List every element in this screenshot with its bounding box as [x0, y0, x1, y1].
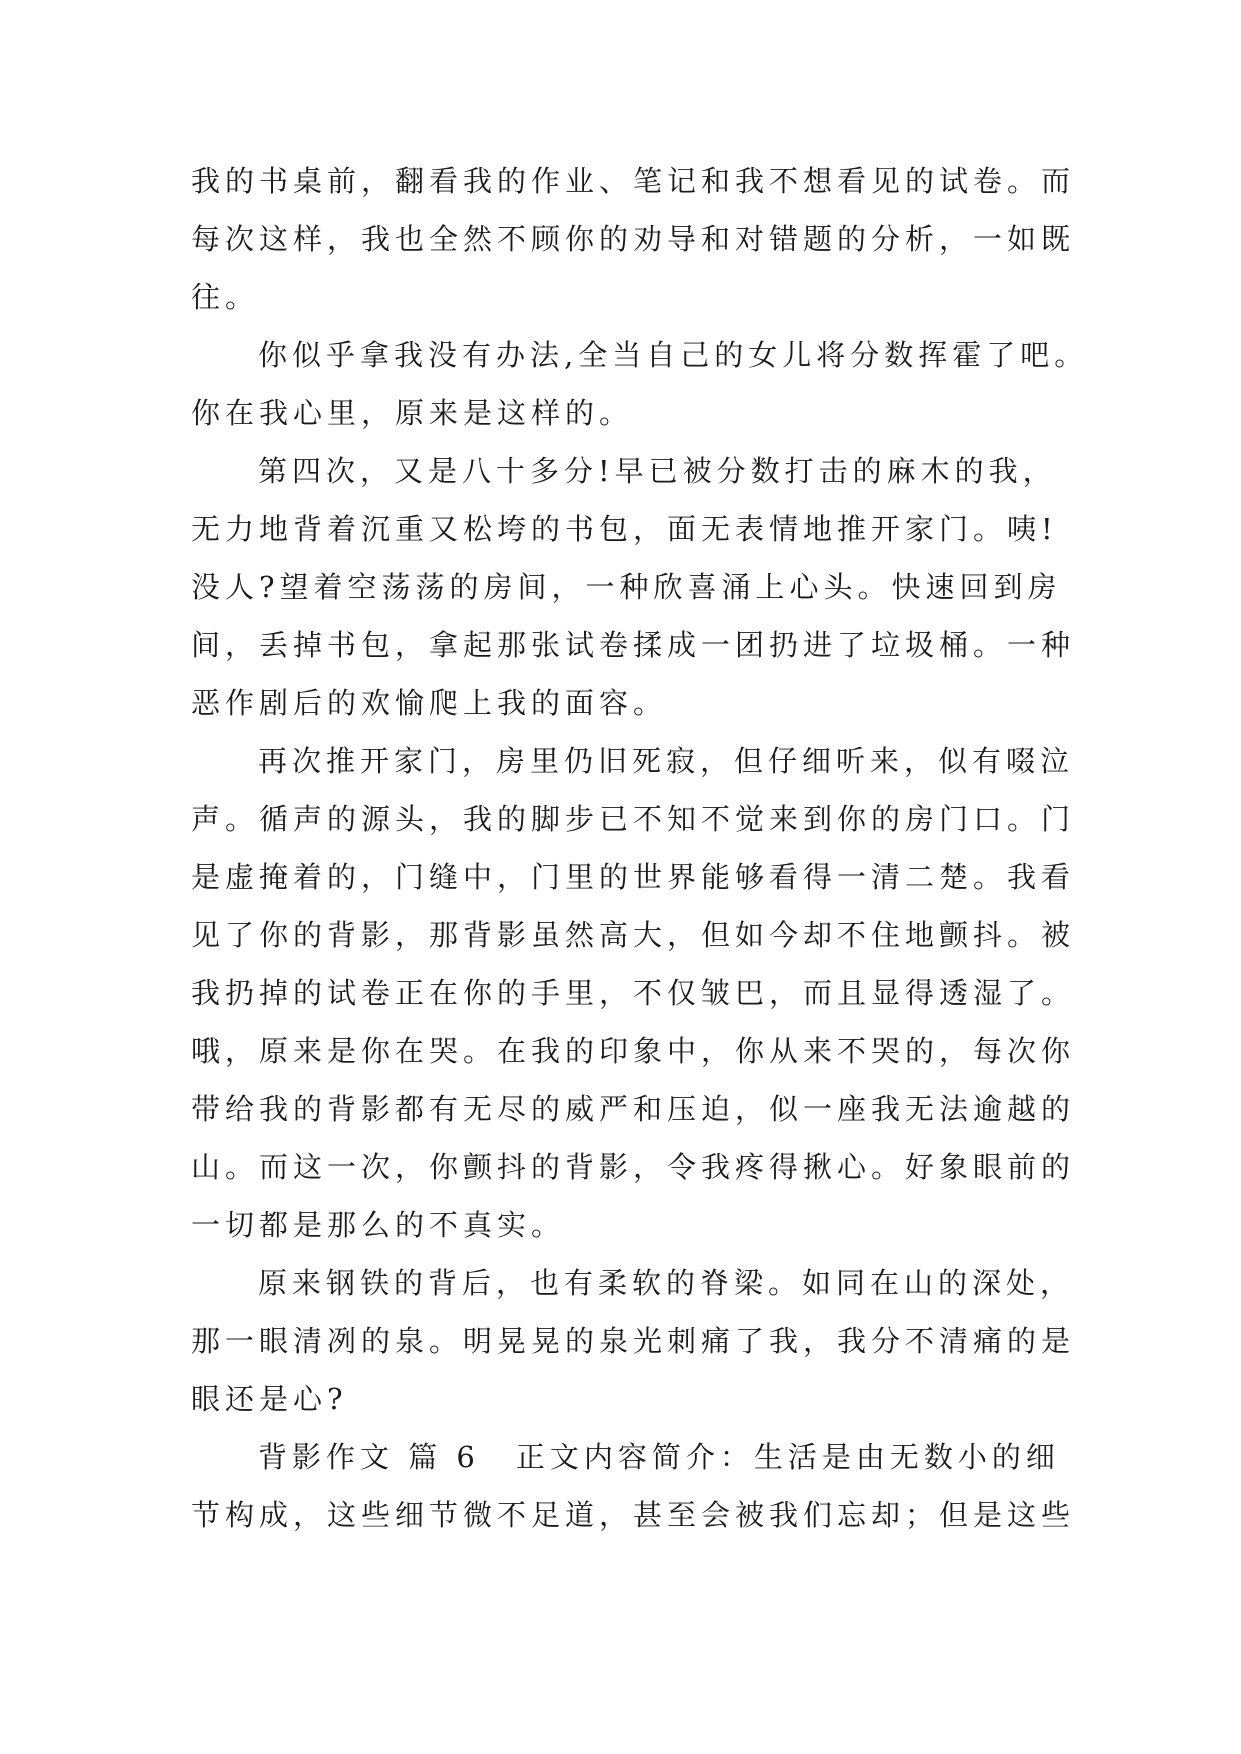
section-heading-title: 背影作文 篇 6 — [258, 1440, 480, 1474]
section-summary-start: 正文内容简介：生活是由无数小的细 — [515, 1440, 1060, 1474]
text-line: 山。而这一次，你颤抖的背影，令我疼得揪心。好象眼前的 — [191, 1150, 1076, 1184]
text-line: 见了你的背影，那背影虽然高大，但如今却不住地颤抖。被 — [191, 918, 1076, 952]
paragraph-start-line: 第四次，又是八十多分!早已被分数打击的麻木的我， — [258, 454, 1057, 488]
text-line: 往。 — [191, 280, 260, 314]
text-line: 我的书桌前，翻看我的作业、笔记和我不想看见的试卷。而 — [191, 164, 1076, 198]
text-line: 节构成，这些细节微不足道，甚至会被我们忘却；但是这些 — [191, 1498, 1076, 1532]
text-line: 没人?望着空荡荡的房间，一种欣喜涌上心头。快速回到房 — [191, 570, 1062, 604]
document-body — [191, 152, 1089, 1544]
text-line: 一切都是那么的不真实。 — [191, 1208, 566, 1242]
paragraph-start-line: 你似乎拿我没有办法,全当自己的女儿将分数挥霍了吧。 — [258, 338, 1089, 372]
text-line: 无力地背着沉重又松垮的书包，面无表情地推开家门。咦! — [191, 512, 1058, 546]
text-line: 我扔掉的试卷正在你的手里，不仅皱巴，而且显得透湿了。 — [191, 976, 1076, 1010]
text-line: 你在我心里，原来是这样的。 — [191, 396, 634, 430]
text-line: 恶作剧后的欢愉爬上我的面容。 — [191, 686, 668, 720]
text-line: 声。循声的源头，我的脚步已不知不觉来到你的房门口。门 — [191, 802, 1076, 836]
paragraph-start-line: 原来钢铁的背后，也有柔软的脊梁。如同在山的深处， — [258, 1266, 1075, 1300]
text-line: 间，丢掉书包，拿起那张试卷揉成一团扔进了垃圾桶。一种 — [191, 628, 1076, 662]
text-line: 眼还是心? — [191, 1382, 348, 1416]
text-line: 每次这样，我也全然不顾你的劝导和对错题的分析，一如既 — [191, 222, 1076, 256]
section-heading-line — [191, 1428, 1071, 1486]
paragraph-start-line: 再次推开家门，房里仍旧死寂，但仔细听来，似有啜泣 — [258, 744, 1075, 778]
text-line: 带给我的背影都有无尽的威严和压迫，似一座我无法逾越的 — [191, 1092, 1076, 1126]
text-line: 那一眼清冽的泉。明晃晃的泉光刺痛了我，我分不清痛的是 — [191, 1324, 1076, 1358]
text-line: 哦，原来是你在哭。在我的印象中，你从来不哭的，每次你 — [191, 1034, 1076, 1068]
text-line: 是虚掩着的，门缝中，门里的世界能够看得一清二楚。我看 — [191, 860, 1076, 894]
